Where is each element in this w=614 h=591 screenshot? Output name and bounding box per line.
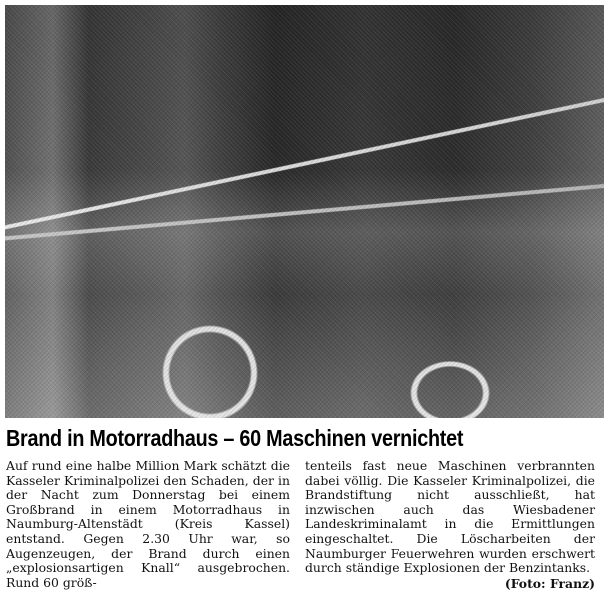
headline: Brand in Motorradhaus – 60 Maschinen vernichtet xyxy=(6,425,464,451)
article-column-1 xyxy=(6,459,290,590)
news-photo xyxy=(5,5,604,418)
article-column-2 xyxy=(305,459,595,591)
article-text-1: Auf rund eine halbe Million Mark schätzt die Kasseler Kriminalpolizei den Schaden, der in der Nacht zum Donnerstag bei einem Großbrand in einem Motorradhaus in Naumburg-Altenstädt (Kreis Kassel) entstand. Gegen 2.30 Uhr war, so Augenzeugen, der Brand durch einen „explosionsartigen Knall“ ausgebrochen. Rund 60 größ- xyxy=(6,458,290,590)
photo-credit: (Foto: Franz) xyxy=(504,575,595,591)
article-text-2: tenteils fast neue Maschinen verbrannten dabei völlig. Die Kasseler Kriminalpolizei, die Brandstiftung nicht ausschließt, hat inzwischen auch das Wiesbadener Landeskriminalamt in die Ermittlungen eingeschaltet. Die Löscharbeiten der Naumburger Feuerwehren wurden erschwert durch ständige Explosionen der Benzintanks. xyxy=(305,458,595,576)
